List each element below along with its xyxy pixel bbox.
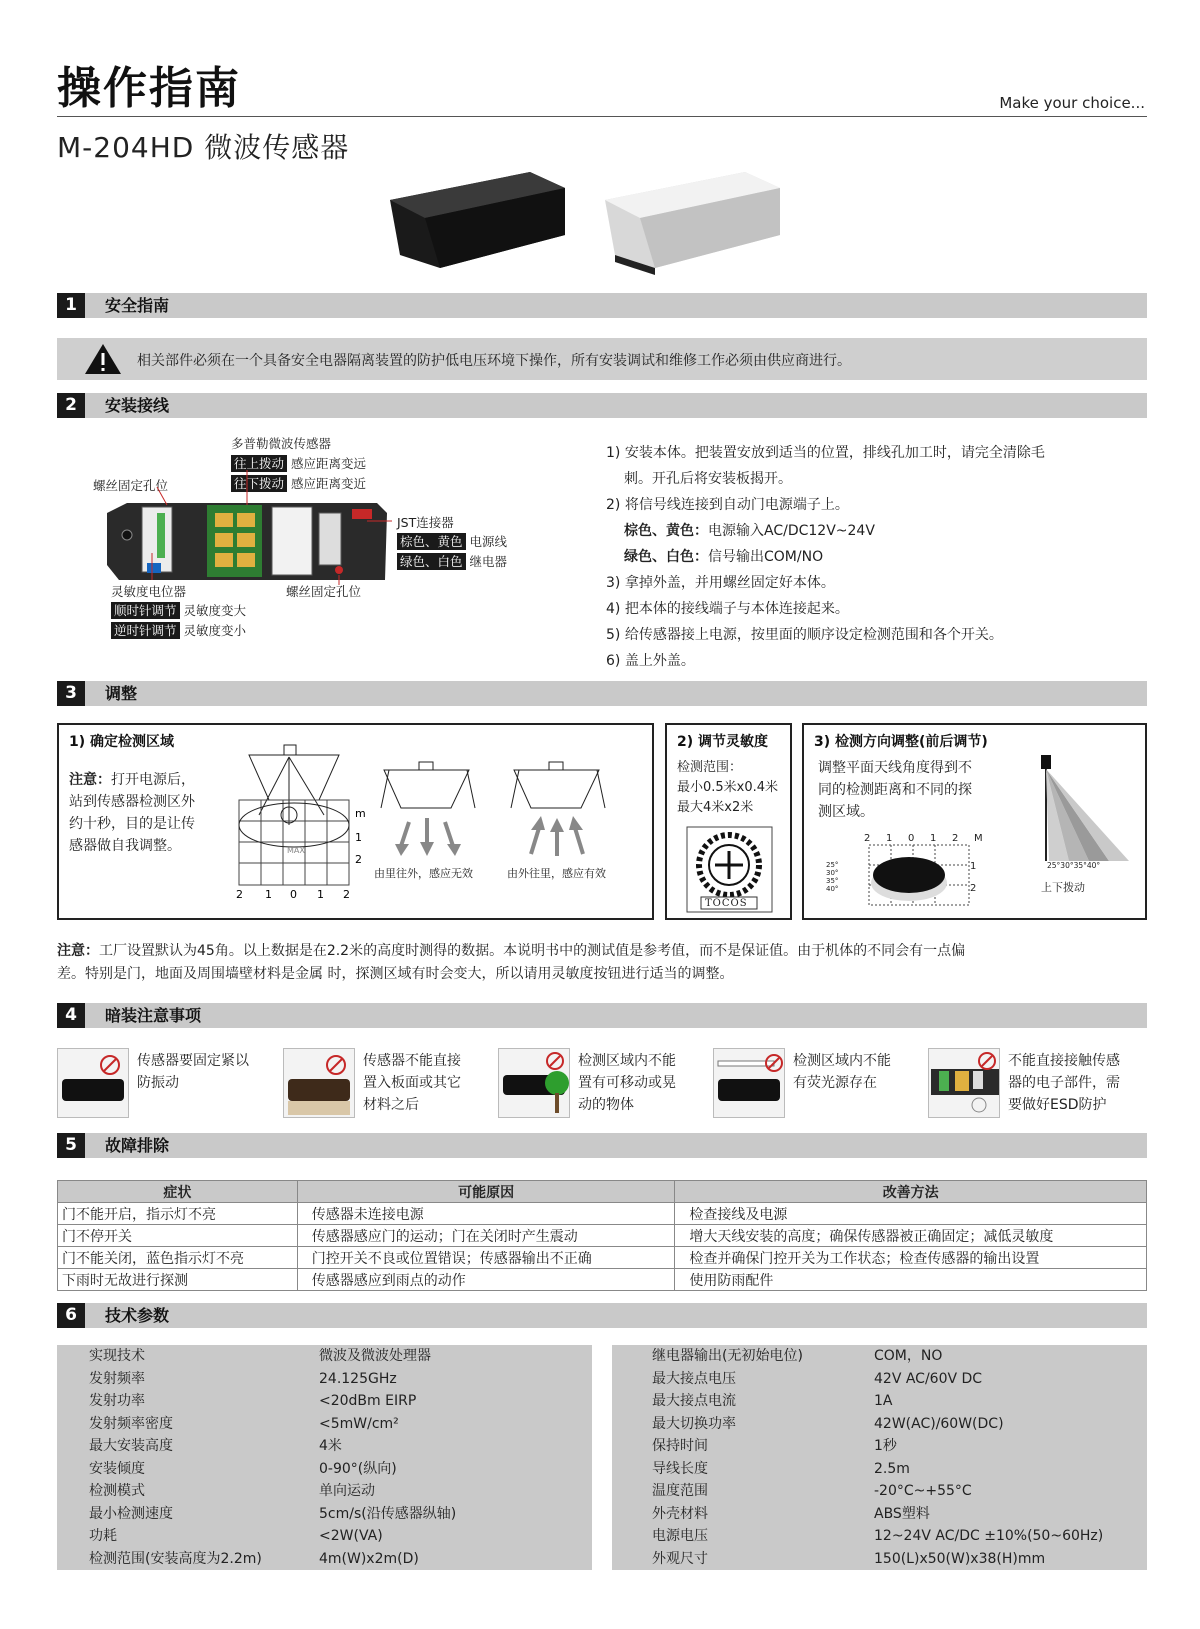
switch-down-label: 往下拨动 感应距离变近 xyxy=(231,474,366,492)
spec-row: 最大接点电流 1A xyxy=(612,1390,1147,1413)
spec-row: 电源电压 12~24V AC/DC ±10%(50~60Hz) xyxy=(612,1525,1147,1548)
range-text: 检测范围： 最小0.5米x0.4米 最大4米x2米 xyxy=(677,760,779,815)
direction-row-2: 2 xyxy=(970,883,977,894)
section-title: 安全指南 xyxy=(105,296,170,315)
spec-row: 外观尺寸 150(L)x50(W)x38(H)mm xyxy=(612,1548,1147,1571)
max-label: MAX xyxy=(287,846,305,855)
step-2: 2) 将信号线连接到自动门电源端子上。 xyxy=(606,497,849,513)
wiring-diagram xyxy=(57,425,597,665)
valid-direction-diagram xyxy=(509,760,609,860)
spec-row: 导线长度 2.5m xyxy=(612,1458,1147,1481)
panel-title: 3) 检测方向调整(前后调节) xyxy=(814,734,988,750)
power-line-label: 棕色、黄色 电源线 xyxy=(397,532,507,550)
table-cell: 增大天线安装的高度；确保传感器被正确固定；减低灵敏度 xyxy=(675,1225,1147,1247)
section-title: 暗装注意事项 xyxy=(105,1006,202,1025)
step-2-signal: 绿色、白色：信号输出COM/NO xyxy=(624,549,824,565)
table-cell: 门不能开启，指示灯不亮 xyxy=(58,1203,298,1225)
title-divider xyxy=(57,116,1147,117)
esd-board-image xyxy=(928,1048,1000,1118)
table-row xyxy=(58,1203,1147,1225)
section-number: 4 xyxy=(57,1003,85,1028)
self-adjust-note: 注意：打开电源后， 站到传感器检测区外 约十秒，目的是让传 感器做自我调整。 xyxy=(69,772,195,854)
direction-panel: 3) 检测方向调整(前后调节) 调整平面天线角度得到不 同的检测距离和不同的探 测区域。 2 1 0 1 2 M 25° 30° 35° 40° 1 2 25°30°35°40° 上下拨动 xyxy=(802,723,1147,920)
column-header: 可能原因 xyxy=(297,1181,675,1203)
counterclockwise-label: 逆时针调节 灵敏度变小 xyxy=(111,621,246,639)
spec-row: 温度范围 -20°C~+55°C xyxy=(612,1480,1147,1503)
install-steps xyxy=(606,440,1146,674)
spec-row: 保持时间 1秒 xyxy=(612,1435,1147,1458)
angle-row-label: 25°30°35°40° xyxy=(1047,861,1101,870)
table-cell: 使用防雨配件 xyxy=(675,1269,1147,1291)
safety-warning-box xyxy=(57,338,1147,380)
sensitivity-panel xyxy=(665,723,792,920)
section-4-header xyxy=(57,1003,1147,1028)
table-cell: 门不能关闭，蓝色指示灯不亮 xyxy=(58,1247,298,1269)
grid-x-4: 2 xyxy=(343,888,350,901)
detection-area-panel xyxy=(57,723,654,920)
spec-row: 外壳材料 ABS塑料 xyxy=(612,1503,1147,1526)
angle-beam-diagram xyxy=(1029,753,1139,868)
table-row xyxy=(58,1225,1147,1247)
direction-row-1: 1 xyxy=(970,861,977,872)
section-3-header xyxy=(57,681,1147,706)
adjustment-note: 注意：工厂设置默认为45角。以上数据是在2.2米的高度时测得的数据。本说明书中的测试值是参考值，而不是保证值。由于机体的不同会有一点偏 差。特别是门，地面及周围墙壁材料是金属 时，探测区域有时会变大，所以请用灵敏度按钮进行适当的调整。 xyxy=(57,943,966,982)
screw-hole-bottom-label: 螺丝固定孔位 xyxy=(286,584,362,599)
switch-up-label: 往上拨动 感应距离变远 xyxy=(231,454,366,472)
section-title: 故障排除 xyxy=(105,1136,170,1155)
moving-object-image xyxy=(498,1048,570,1118)
spec-row: 检测模式 单向运动 xyxy=(57,1480,592,1503)
step-6: 6) 盖上外盖。 xyxy=(606,653,695,669)
section-5-header xyxy=(57,1133,1147,1158)
section-1-header xyxy=(57,293,1147,318)
screw-hole-left-label: 螺丝固定孔位 xyxy=(93,478,169,493)
warning-icon xyxy=(83,342,123,376)
step-5: 5) 给传感器接上电源，按里面的顺序设定检测范围和各个开关。 xyxy=(606,627,1003,643)
grid-x-1: 1 xyxy=(265,888,272,901)
section-number: 3 xyxy=(57,681,85,706)
step-3: 3) 拿掉外盖，并用螺丝固定好本体。 xyxy=(606,575,835,591)
spec-row: 继电器输出(无初始电位) COM，NO xyxy=(612,1345,1147,1368)
section-title: 技术参数 xyxy=(105,1306,170,1325)
section-number: 1 xyxy=(57,293,85,318)
switch-label: 上下拨动 xyxy=(1041,881,1085,894)
product-subtitle: M-204HD 微波传感器 xyxy=(57,131,350,164)
panel-title: 2) 调节灵敏度 xyxy=(677,734,769,750)
doppler-label: 多普勒微波传感器 xyxy=(231,436,332,451)
grid-row-2: 2 xyxy=(355,853,362,866)
safety-text: 相关部件必须在一个具备安全电器隔离装置的防护低电压环境下操作，所有安装调试和维修工作必须由供应商进行。 xyxy=(137,353,851,369)
potentiometer-label: 灵敏度电位器 xyxy=(111,584,187,599)
spec-row: 发射功率 <20dBm EIRP xyxy=(57,1390,592,1413)
direction-text: 调整平面天线角度得到不 同的检测距离和不同的探 测区域。 xyxy=(818,760,972,820)
black-sensor-image xyxy=(390,172,565,268)
invalid-caption: 由里往外，感应无效 xyxy=(374,867,473,880)
card-text: 检测区域内不能 有荧光源存在 xyxy=(793,1053,891,1091)
spec-row: 发射频率 24.125GHz xyxy=(57,1368,592,1391)
card-text: 不能直接接触传感 器的电子部件，需 要做好ESD防护 xyxy=(1008,1053,1120,1113)
step-1: 1) 安装本体。把装置安放到适当的位置，排线孔加工时，请完全清除毛 xyxy=(606,445,1045,461)
table-cell: 门不停开关 xyxy=(58,1225,298,1247)
step-1-cont: 刺。开孔后将安装板揭开。 xyxy=(624,471,792,487)
table-cell: 下雨时无故进行探测 xyxy=(58,1269,298,1291)
white-sensor-image xyxy=(605,172,780,275)
table-header-row xyxy=(58,1181,1147,1203)
specs-left-table xyxy=(57,1345,592,1570)
jst-label: JST连接器 xyxy=(397,515,454,530)
table-cell: 检查接线及电源 xyxy=(675,1203,1147,1225)
troubleshoot-table xyxy=(57,1180,1147,1291)
step-2-power: 棕色、黄色：电源输入AC/DC12V~24V xyxy=(624,523,875,539)
tocos-brand: TOCOS xyxy=(705,898,748,909)
valid-caption: 由外往里，感应有效 xyxy=(507,867,606,880)
column-header: 改善方法 xyxy=(675,1181,1147,1203)
grid-x-0: 2 xyxy=(236,888,243,901)
concealed-card-5 xyxy=(928,1048,1148,1120)
spec-row: 检测范围(安装高度为2.2m) 4m(W)x2m(D) xyxy=(57,1548,592,1571)
concealed-card-1 xyxy=(57,1048,262,1120)
grid-unit-m: m xyxy=(355,807,366,820)
spec-row: 最大接点电压 42V AC/60V DC xyxy=(612,1368,1147,1391)
concealed-card-3 xyxy=(498,1048,703,1120)
section-title: 调整 xyxy=(105,684,138,703)
fluorescent-light-image xyxy=(713,1048,785,1118)
angle-labels: 25° 30° 35° 40° xyxy=(826,861,839,893)
section-title: 安装接线 xyxy=(105,396,170,415)
section-number: 2 xyxy=(57,393,85,418)
relay-label: 绿色、白色 继电器 xyxy=(397,552,507,570)
spec-row: 功耗 <2W(VA) xyxy=(57,1525,592,1548)
slogan: Make your choice... xyxy=(999,94,1145,112)
grid-x-3: 1 xyxy=(317,888,324,901)
table-row xyxy=(58,1247,1147,1269)
table-cell: 传感器感应门的运动；门在关闭时产生震动 xyxy=(297,1225,675,1247)
page-title: 操作指南 xyxy=(57,63,241,114)
spec-row: 最小检测速度 5cm/s(沿传感器纵轴) xyxy=(57,1503,592,1526)
card-text: 检测区域内不能 置有可移动或晃 动的物体 xyxy=(578,1053,676,1113)
table-cell: 传感器未连接电源 xyxy=(297,1203,675,1225)
sensor-vibration-image xyxy=(57,1048,129,1118)
grid-row-1: 1 xyxy=(355,831,362,844)
detection-grid-diagram xyxy=(236,745,379,915)
step-4: 4) 把本体的接线端子与本体连接起来。 xyxy=(606,601,849,617)
spec-row: 实现技术 微波及微波处理器 xyxy=(57,1345,592,1368)
column-header: 症状 xyxy=(58,1181,298,1203)
product-images xyxy=(380,160,800,285)
concealed-card-4 xyxy=(713,1048,918,1120)
direction-grid-diagram xyxy=(859,845,979,915)
spec-row: 最大安装高度 4米 xyxy=(57,1435,592,1458)
section-2-header xyxy=(57,393,1147,418)
spec-row: 发射频率密度 <5mW/cm² xyxy=(57,1413,592,1436)
grid-x-2: 0 xyxy=(290,888,297,901)
specs-right-table xyxy=(612,1345,1147,1570)
spec-row: 最大切换功率 42W(AC)/60W(DC) xyxy=(612,1413,1147,1436)
card-text: 传感器要固定紧以 防振动 xyxy=(137,1053,249,1091)
table-row xyxy=(58,1269,1147,1291)
panel-title: 1) 确定检测区域 xyxy=(69,734,175,750)
table-cell: 检查并确保门控开关为工作状态；检查传感器的输出设置 xyxy=(675,1247,1147,1269)
table-cell: 门控开关不良或位置错误；传感器输出不正确 xyxy=(297,1247,675,1269)
sensor-behind-panel-image xyxy=(283,1048,355,1118)
section-number: 6 xyxy=(57,1303,85,1328)
section-6-header xyxy=(57,1303,1147,1328)
invalid-direction-diagram xyxy=(379,760,479,860)
card-text: 传感器不能直接 置入板面或其它 材料之后 xyxy=(363,1053,461,1113)
section-number: 5 xyxy=(57,1133,85,1158)
spec-row: 安装倾度 0-90°(纵向) xyxy=(57,1458,592,1481)
concealed-card-2 xyxy=(283,1048,488,1120)
table-cell: 传感器感应到雨点的动作 xyxy=(297,1269,675,1291)
clockwise-label: 顺时针调节 灵敏度变大 xyxy=(111,601,246,619)
